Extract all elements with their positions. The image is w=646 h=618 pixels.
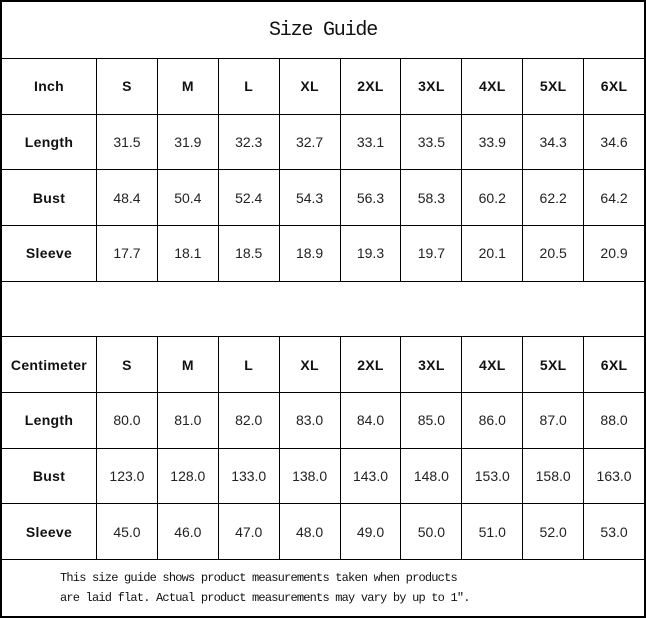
size-guide-title: Size Guide xyxy=(268,18,378,42)
row-label-sleeve: Sleeve xyxy=(2,503,96,559)
measurement-value: 123.0 xyxy=(96,448,157,504)
measurement-value: 20.5 xyxy=(522,225,583,281)
size-col-header-4xl: 4XL xyxy=(461,336,522,392)
measurement-value: 143.0 xyxy=(340,448,401,504)
measurement-value: 148.0 xyxy=(400,448,461,504)
size-col-header-xl: XL xyxy=(279,58,340,114)
measurement-value: 82.0 xyxy=(218,392,279,448)
size-col-header-5xl: 5XL xyxy=(522,336,583,392)
measurement-value: 32.7 xyxy=(279,114,340,170)
measurement-value: 48.0 xyxy=(279,503,340,559)
row-label-bust: Bust xyxy=(2,169,96,225)
size-col-header-l: L xyxy=(218,336,279,392)
row-label-sleeve: Sleeve xyxy=(2,225,96,281)
measurement-value: 33.5 xyxy=(400,114,461,170)
row-label-length: Length xyxy=(2,392,96,448)
size-col-header-s: S xyxy=(96,58,157,114)
footnote-line-2: are laid flat. Actual product measurements may vary by up to 1″. xyxy=(60,591,470,605)
size-col-header-l: L xyxy=(218,58,279,114)
measurement-value: 19.3 xyxy=(340,225,401,281)
measurement-value: 19.7 xyxy=(400,225,461,281)
measurement-value: 80.0 xyxy=(96,392,157,448)
measurement-value: 64.2 xyxy=(583,169,644,225)
size-col-header-3xl: 3XL xyxy=(400,336,461,392)
inch-unit-header: Inch xyxy=(2,58,96,114)
measurement-value: 62.2 xyxy=(522,169,583,225)
row-label-bust: Bust xyxy=(2,448,96,504)
measurement-value: 81.0 xyxy=(157,392,218,448)
measurement-value: 31.5 xyxy=(96,114,157,170)
measurement-value: 85.0 xyxy=(400,392,461,448)
measurement-value: 48.4 xyxy=(96,169,157,225)
measurement-value: 83.0 xyxy=(279,392,340,448)
measurement-value: 60.2 xyxy=(461,169,522,225)
measurement-value: 138.0 xyxy=(279,448,340,504)
size-col-header-2xl: 2XL xyxy=(340,58,401,114)
measurement-value: 32.3 xyxy=(218,114,279,170)
measurement-value: 50.0 xyxy=(400,503,461,559)
measurement-value: 47.0 xyxy=(218,503,279,559)
size-col-header-6xl: 6XL xyxy=(583,336,644,392)
measurement-value: 17.7 xyxy=(96,225,157,281)
measurement-value: 128.0 xyxy=(157,448,218,504)
measurement-value: 56.3 xyxy=(340,169,401,225)
measurement-value: 33.9 xyxy=(461,114,522,170)
measurement-value: 86.0 xyxy=(461,392,522,448)
size-col-header-m: M xyxy=(157,336,218,392)
measurement-value: 18.5 xyxy=(218,225,279,281)
measurement-value: 153.0 xyxy=(461,448,522,504)
spacer-row xyxy=(2,281,644,337)
row-label-length: Length xyxy=(2,114,96,170)
measurement-value: 20.1 xyxy=(461,225,522,281)
measurement-value: 88.0 xyxy=(583,392,644,448)
measurement-value: 52.0 xyxy=(522,503,583,559)
size-col-header-5xl: 5XL xyxy=(522,58,583,114)
measurement-value: 51.0 xyxy=(461,503,522,559)
footnote xyxy=(2,559,644,616)
measurement-value: 34.3 xyxy=(522,114,583,170)
measurement-value: 52.4 xyxy=(218,169,279,225)
measurement-value: 158.0 xyxy=(522,448,583,504)
measurement-value: 46.0 xyxy=(157,503,218,559)
measurement-value: 133.0 xyxy=(218,448,279,504)
measurement-value: 18.9 xyxy=(279,225,340,281)
size-col-header-xl: XL xyxy=(279,336,340,392)
measurement-value: 34.6 xyxy=(583,114,644,170)
size-col-header-4xl: 4XL xyxy=(461,58,522,114)
measurement-value: 20.9 xyxy=(583,225,644,281)
measurement-value: 50.4 xyxy=(157,169,218,225)
size-col-header-m: M xyxy=(157,58,218,114)
measurement-value: 49.0 xyxy=(340,503,401,559)
size-col-header-3xl: 3XL xyxy=(400,58,461,114)
measurement-value: 31.9 xyxy=(157,114,218,170)
size-col-header-2xl: 2XL xyxy=(340,336,401,392)
measurement-value: 54.3 xyxy=(279,169,340,225)
measurement-value: 33.1 xyxy=(340,114,401,170)
size-col-header-6xl: 6XL xyxy=(583,58,644,114)
measurement-value: 58.3 xyxy=(400,169,461,225)
measurement-value: 18.1 xyxy=(157,225,218,281)
measurement-value: 87.0 xyxy=(522,392,583,448)
measurement-value: 53.0 xyxy=(583,503,644,559)
centimeter-unit-header: Centimeter xyxy=(2,336,96,392)
measurement-value: 84.0 xyxy=(340,392,401,448)
size-col-header-s: S xyxy=(96,336,157,392)
measurement-value: 163.0 xyxy=(583,448,644,504)
measurement-value: 45.0 xyxy=(96,503,157,559)
footnote-line-1: This size guide shows product measurements taken when products xyxy=(60,571,457,585)
